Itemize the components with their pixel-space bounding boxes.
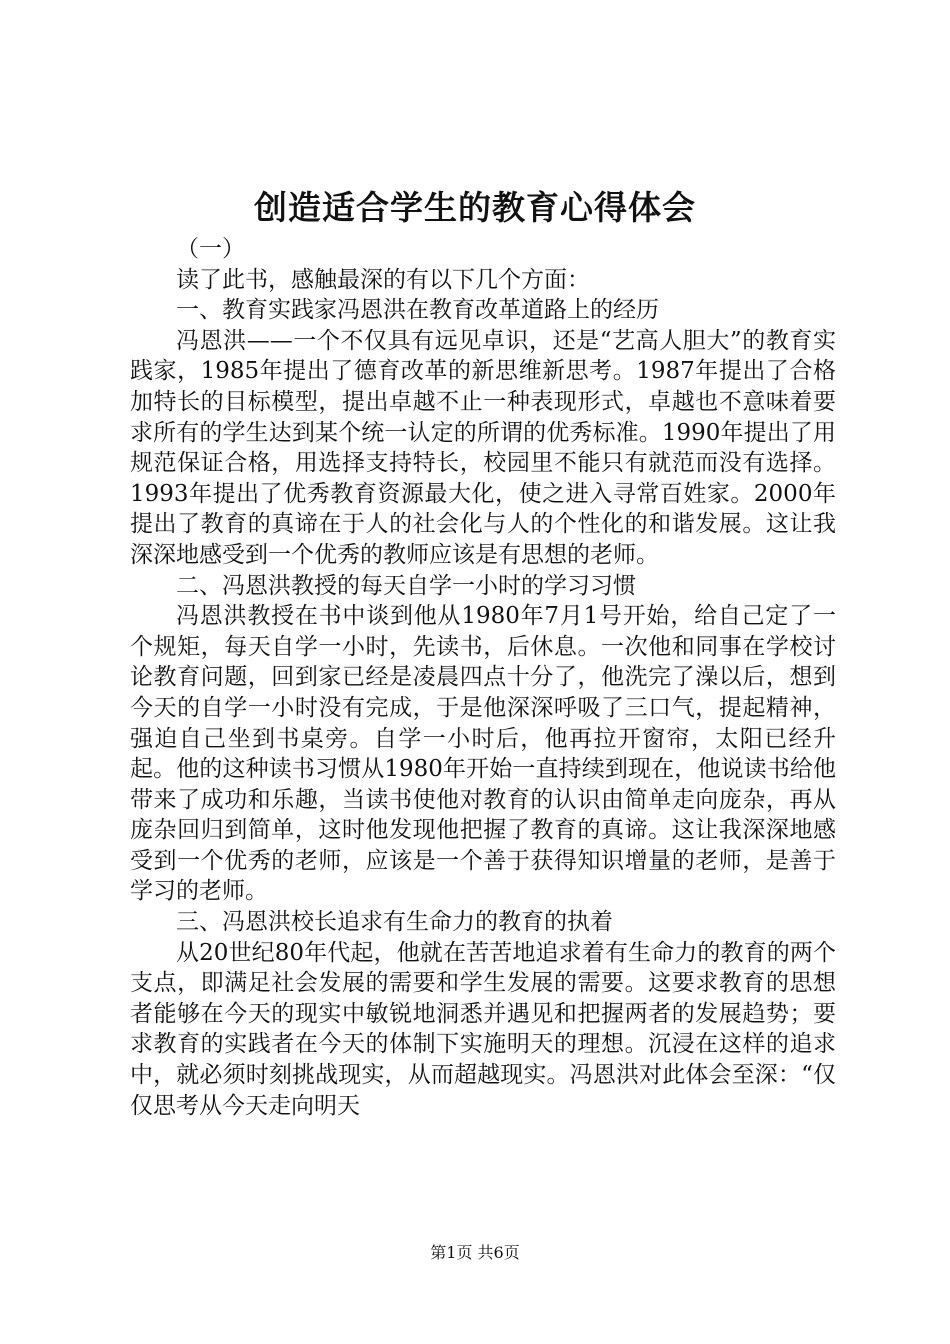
heading-section-2: 二、冯恩洪教授的每天自学一小时的学习习惯 bbox=[176, 572, 636, 599]
heading-section-3: 三、冯恩洪校长追求有生命力的教育的执着 bbox=[176, 909, 613, 936]
paragraph-intro: 读了此书，感触最深的有以下几个方面： bbox=[176, 266, 590, 293]
paragraph-section-2: 冯恩洪教授在书中谈到他从1980年7月1号开始，给自己定了一个规矩，每天自学一小时，先读书，后休息。一次他和同事在学校讨论教育问题，回到家已经是凌晨四点十分了，他洗完了澡以后，想到今天的自学一小时没有完成，于是他深深呼吸了三口气，提起精神，强迫自己坐到书桌旁。自学一小时后，他再拉开窗帘，太阳已经升起。他的这种读书习惯从1980年开始一直持续到现在，他说读书给他带来了成功和乐趣，当读书使他对教育的认识由简单走向庞杂，再从庞杂回归到简单，这时他发现他把握了教育的真谛。这让我深深地感受到一个优秀的老师，应该是一个善于获得知识增量的老师，是善于学习的老师。 bbox=[130, 603, 836, 905]
heading-section-1: 一、教育实践家冯恩洪在教育改革道路上的经历 bbox=[176, 297, 659, 324]
paragraph-section-1: 冯恩洪——一个不仅具有远见卓识，还是“艺高人胆大”的教育实践家，1985年提出了德育改革的新思维新思考。1987年提出了合格加特长的目标模型，提出卓越不止一种表现形式，卓越也不意味着要求所有的学生达到某个统一认定的所谓的优秀标准。1990年提出了用规范保证合格，用选择支持特长，校园里不能只有就范而没有选择。1993年提出了优秀教育资源最大化，使之进入寻常百姓家。2000年提出了教育的真谛在于人的社会化与人的个性化的和谐发展。这让我深深地感受到一个优秀的教师应该是有思想的老师。 bbox=[130, 327, 836, 568]
paragraph-section-marker: （一） bbox=[176, 236, 245, 262]
page-footer: 第1页 共6页 bbox=[430, 1243, 520, 1262]
document-body bbox=[130, 234, 836, 1121]
paragraph-section-3: 从20世纪80年代起，他就在苦苦地追求着有生命力的教育的两个支点，即满足社会发展的需要和学生发展的需要。这要求教育的思想者能够在今天的现实中敏锐地洞悉并遇见和把握两者的发展趋势；要求教育的实践者在今天的体制下实施明天的理想。沉浸在这样的追求中，就必须时刻挑战现实，从而超越现实。冯恩洪对此体会至深：“仅仅思考从今天走向明天 bbox=[130, 939, 836, 1119]
document-title: 创造适合学生的教育心得体会 bbox=[254, 188, 696, 227]
